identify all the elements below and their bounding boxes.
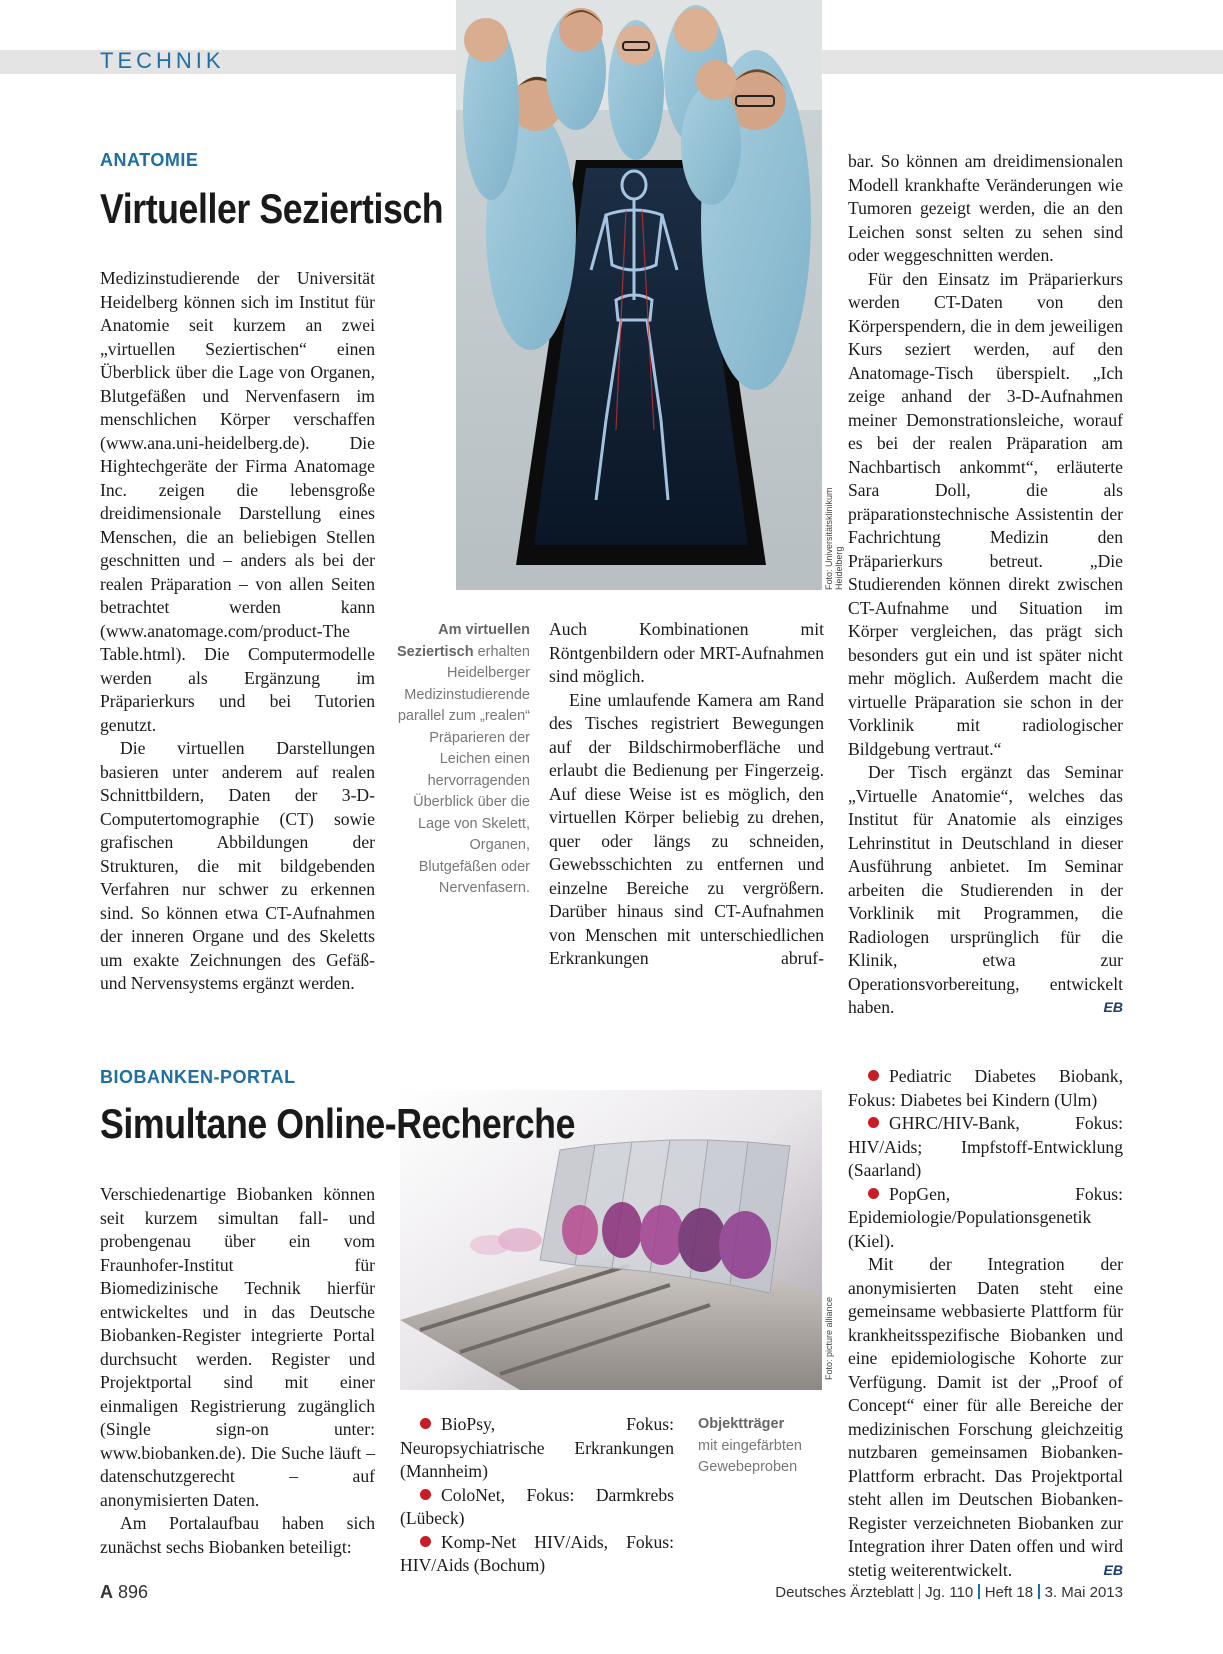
bullet-icon — [868, 1070, 879, 1081]
dissection-table-photo — [456, 0, 822, 590]
article1-headline: Virtueller Seziertisch — [100, 185, 444, 232]
journal-date: 3. Mai 2013 — [1044, 1584, 1123, 1601]
article1-col3-paragraph-2: Eine umlaufende Kamera am Rand des Tisches registriert Bewegungen auf der Bildschirmoberfläche und erlaubt die Bedienung per Fingerzeig. Auf diese Weise ist es möglich, den virtuellen Körper beliebig zu drehen, quer oder längs zu schneiden, Gewebsschichten zu entfernen und einzelne Bereiche zu vergrößern. Darüber hinaus sind CT-Aufnahmen von Menschen mit unterschiedlichen Erkrankungen abruf- — [549, 689, 824, 968]
photo1-caption-text: erhalten Heidelberger Medizinstudierende parallel zum „realen“ Präparieren der Leichen einen hervorragenden Überblick über die Lage von Skelett, Organen, Blutgefäßen oder Nervenfasern. — [397, 643, 530, 896]
photo2-caption-text: mit eingefärbten Gewebeproben — [698, 1437, 802, 1475]
article2-column-1 — [100, 1183, 375, 1559]
bullet-icon — [420, 1536, 431, 1547]
article2-headline: Simultane Online-Recherche — [100, 1100, 576, 1147]
photo1-credit: Foto: Universitätsklinikum Heidelberg — [824, 487, 844, 590]
article2-bullet-list-1 — [400, 1413, 674, 1578]
article1-kicker: ANATOMIE — [100, 150, 199, 170]
page-prefix: A — [100, 1582, 113, 1602]
article2-col1-paragraph-2: Am Portalaufbau haben sich zunächst sechs Biobanken beteiligt: — [100, 1513, 375, 1557]
article1-col4-paragraph-3: Der Tisch ergänzt das Seminar „Virtuelle Anatomie“, welches das Institut für Anatomie als einziges Lehrinstitut in Deutschland in dieser Ausführung anbietet. Im Seminar arbeiten die Studierenden in der Vorklinik mit Programmen, die Radiologen ursprünglich für die Klinik, etwa zur Operationsvorbereitung, entwickelt haben. EB — [848, 761, 1123, 1020]
section-label: TECHNIK — [100, 48, 225, 73]
article2-col1-paragraph-1: Verschiedenartige Biobanken können seit kurzem simultan fall- und probengenau über ein vom Fraunhofer-Institut für Biomedizinische Technik hierfür entwickeltes und in das Deutsche Biobanken-Register integrierte Portal durchsucht werden. Register und Projektportal sind mit einer einmaligen Registrierung zugänglich (Single sign-on unter: www.biobanken.de). Die Suche läuft – datenschutzgerecht – auf anonymisierten Daten. — [100, 1184, 375, 1510]
list-item: Komp-Net HIV/Aids, Fokus: HIV/Aids (Bochum) — [400, 1531, 674, 1575]
article2-kicker: BIOBANKEN-PORTAL — [100, 1067, 296, 1087]
article1-col4-paragraph-2: Für den Einsatz im Präparierkurs werden CT-Daten von den Körperspendern, die in dem jeweiligen Kurs seziert werden, auf den Anatomage-Tisch überspielt. „Ich zeige anhand der 3-D-Aufnahmen meiner Demonstrationsleiche, worauf es bei der realen Präparation am Nachbartisch ankommt“, erläuterte Sara Doll, die als präparationstechnische Assistentin der Fachrichtung Medizin den Präparierkurs betreut. „Die Studierenden können direkt zwischen CT-Aufnahme und Situation im Körper vergleichen, das prägt sich besonders gut ein und ist später nicht mehr möglich. Außerdem macht die virtuelle Präparation sie schon in der Vorklinik mit radiologischer Bildgebung vertraut.“ — [848, 268, 1123, 759]
photo2-caption — [698, 1414, 818, 1479]
bullet-icon — [420, 1489, 431, 1500]
bullet-icon — [868, 1117, 879, 1128]
bullet-icon — [420, 1418, 431, 1429]
list-item: BioPsy, Fokus: Neuropsychiatrische Erkrankungen (Mannheim) — [400, 1414, 674, 1481]
article1-column-4 — [848, 150, 1123, 1020]
list-item: Pediatric Diabetes Biobank, Fokus: Diabetes bei Kindern (Ulm) — [848, 1066, 1123, 1110]
separator — [1038, 1584, 1040, 1599]
bullet-icon — [868, 1188, 879, 1199]
article2-author: EB — [1103, 1561, 1123, 1578]
article2-column-3 — [848, 1065, 1123, 1582]
article1-column-3 — [549, 618, 824, 971]
photo2-credit: Foto: picture alliance — [824, 1296, 834, 1380]
article1-col4-paragraph-1: bar. So können am dreidimensionalen Modell krankhafte Veränderungen wie Tumoren gezeigt werden, die an den Leichen sonst selten zu sehen sind oder weggeschnitten werden. — [848, 151, 1123, 265]
journal-volume: Jg. 110 — [925, 1584, 974, 1601]
article1-col3-paragraph-1: Auch Kombinationen mit Röntgenbildern oder MRT-Aufnahmen sind möglich. — [549, 619, 824, 686]
list-item: ColoNet, Fokus: Darmkrebs (Lübeck) — [400, 1484, 674, 1528]
article1-column-1 — [100, 267, 375, 996]
journal-name: Deutsches Ärzteblatt — [775, 1584, 914, 1601]
list-item: GHRC/HIV-Bank, Fokus: HIV/Aids; Impfstoff-Entwicklung (Saarland) — [848, 1113, 1123, 1180]
page-number — [100, 1582, 148, 1603]
list-item: PopGen, Fokus: Epidemiologie/Populationsgenetik (Kiel). — [848, 1183, 1123, 1251]
photo1-caption-bold: Am virtuellen Seziertisch — [396, 622, 530, 660]
journal-issue: Heft 18 — [984, 1584, 1034, 1601]
photo2-caption-bold: Objektträger — [698, 1416, 785, 1432]
separator — [978, 1584, 980, 1599]
article1-author: EB — [1103, 999, 1123, 1015]
photo1-caption — [395, 620, 530, 900]
separator — [919, 1584, 921, 1599]
article1-col1-paragraph-1: Medizinstudierende der Universität Heidelberg können sich im Institut für Anatomie seit kurzem an zwei „virtuellen Seziertischen“ einen Überblick über die Lage von Organen, Blutgefäßen und Nervenfasern im menschlichen Körper verschaffen (www.ana.uni-heidelberg.de). Die Hightechgeräte der Firma Anatomage Inc. zeigen die lebensgroße dreidimensionale Darstellung eines Menschen, die an beliebigen Stellen geschnitten und – anders als bei der realen Präparation – von allen Seiten betrachtet werden kann (www.anatomage.com/product-The Table.html). Die Computermodelle werden als Ergänzung im Präparierkurs und bei Tutorien genutzt. — [100, 268, 375, 735]
journal-info — [775, 1584, 1123, 1601]
article2-col3-paragraph-1: Mit der Integration der anonymisierten Daten steht eine gemeinsame webbasierte Plattform für krankheitsspezifische Biobanken und eine epidemiologische Kohorte zur Verfügung. Damit ist der „Proof of Concept“ einer für alle Bereiche der medizinischen Forschung gleichzeitig nutzbaren gemeinsamen Biobanken-Plattform erbracht. Das Projektportal steht allen im Deutschen Biobanken-Register verzeichneten Biobanken zur Integration ihrer Daten offen und wird stetig weiterentwickelt. EB — [848, 1253, 1123, 1582]
article1-col1-paragraph-2: Die virtuellen Darstellungen basieren unter anderem auf realen Schnittbildern, Daten der 3-D-Computertomographie (CT) sowie grafischen Abbildungen der Strukturen, die mit bildgebenden Verfahren nur schwer zu erkennen sind. So können etwa CT-Aufnahmen der inneren Organe und des Skeletts um exakte Zeichnungen des Gefäß- und Nervensystems ergänzt werden. — [100, 738, 375, 993]
page-number-value: 896 — [118, 1582, 149, 1602]
